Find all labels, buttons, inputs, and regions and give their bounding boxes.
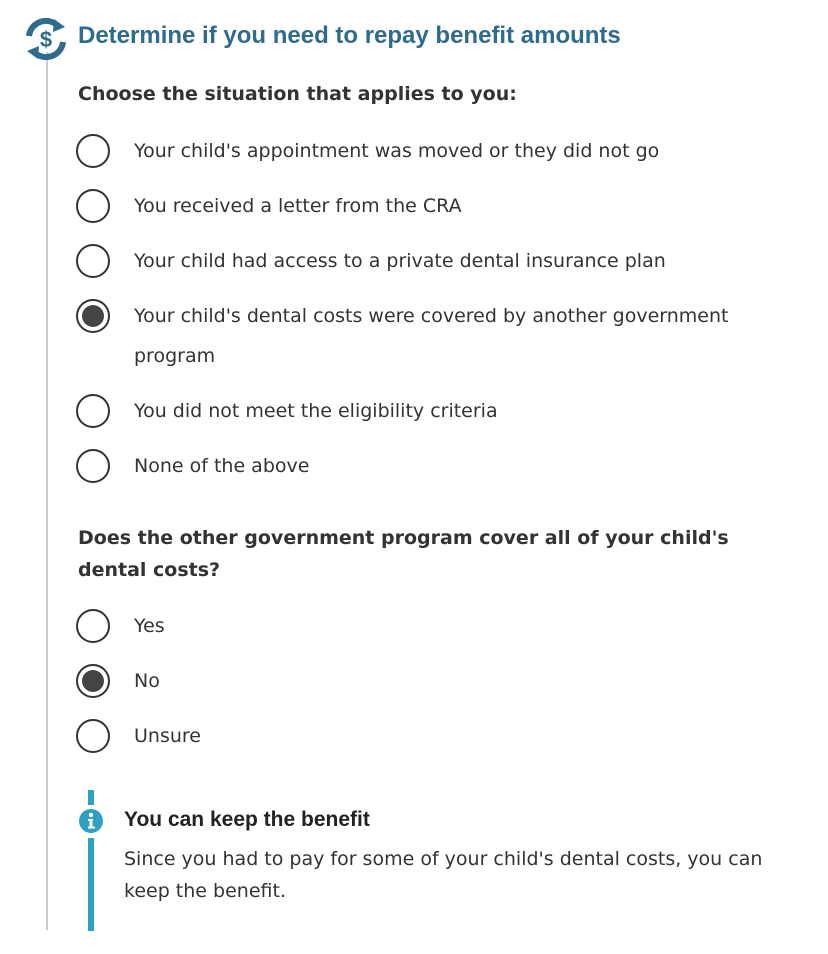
step-line: [46, 52, 48, 930]
radio-button[interactable]: [76, 449, 110, 483]
radio-label[interactable]: Your child's appointment was moved or they did not go: [134, 140, 660, 162]
alert-title: You can keep the benefit: [124, 808, 370, 831]
radio-label[interactable]: Your child had access to a private dental insurance plan: [134, 250, 666, 272]
radio-label[interactable]: No: [134, 670, 160, 692]
section-title: Determine if you need to repay benefit amounts: [78, 22, 621, 49]
radio-button[interactable]: [76, 189, 110, 223]
radio-button[interactable]: [76, 609, 110, 643]
radio-label[interactable]: None of the above: [134, 455, 310, 477]
alert-body: Since you had to pay for some of your child's dental costs, you can keep the benefit.: [124, 848, 763, 902]
radio-label[interactable]: You received a letter from the CRA: [134, 195, 462, 217]
radio-button-checked[interactable]: [76, 664, 110, 698]
radio-label[interactable]: You did not meet the eligibility criteria: [134, 400, 498, 422]
radio-button[interactable]: [76, 134, 110, 168]
radio-label[interactable]: Your child's dental costs were covered by another government program: [134, 305, 729, 367]
info-icon: [78, 808, 104, 834]
svg-text:$: $: [39, 27, 53, 52]
radio-button[interactable]: [76, 719, 110, 753]
radio-label[interactable]: Unsure: [134, 725, 201, 747]
radio-button[interactable]: [76, 394, 110, 428]
question-situation: Choose the situation that applies to you:: [78, 83, 517, 105]
radio-button[interactable]: [76, 244, 110, 278]
question-coverage: Does the other government program cover all of your child's dental costs?: [78, 527, 729, 581]
radio-label[interactable]: Yes: [134, 615, 165, 637]
repay-money-icon: [24, 18, 68, 60]
radio-button-checked[interactable]: [76, 299, 110, 333]
